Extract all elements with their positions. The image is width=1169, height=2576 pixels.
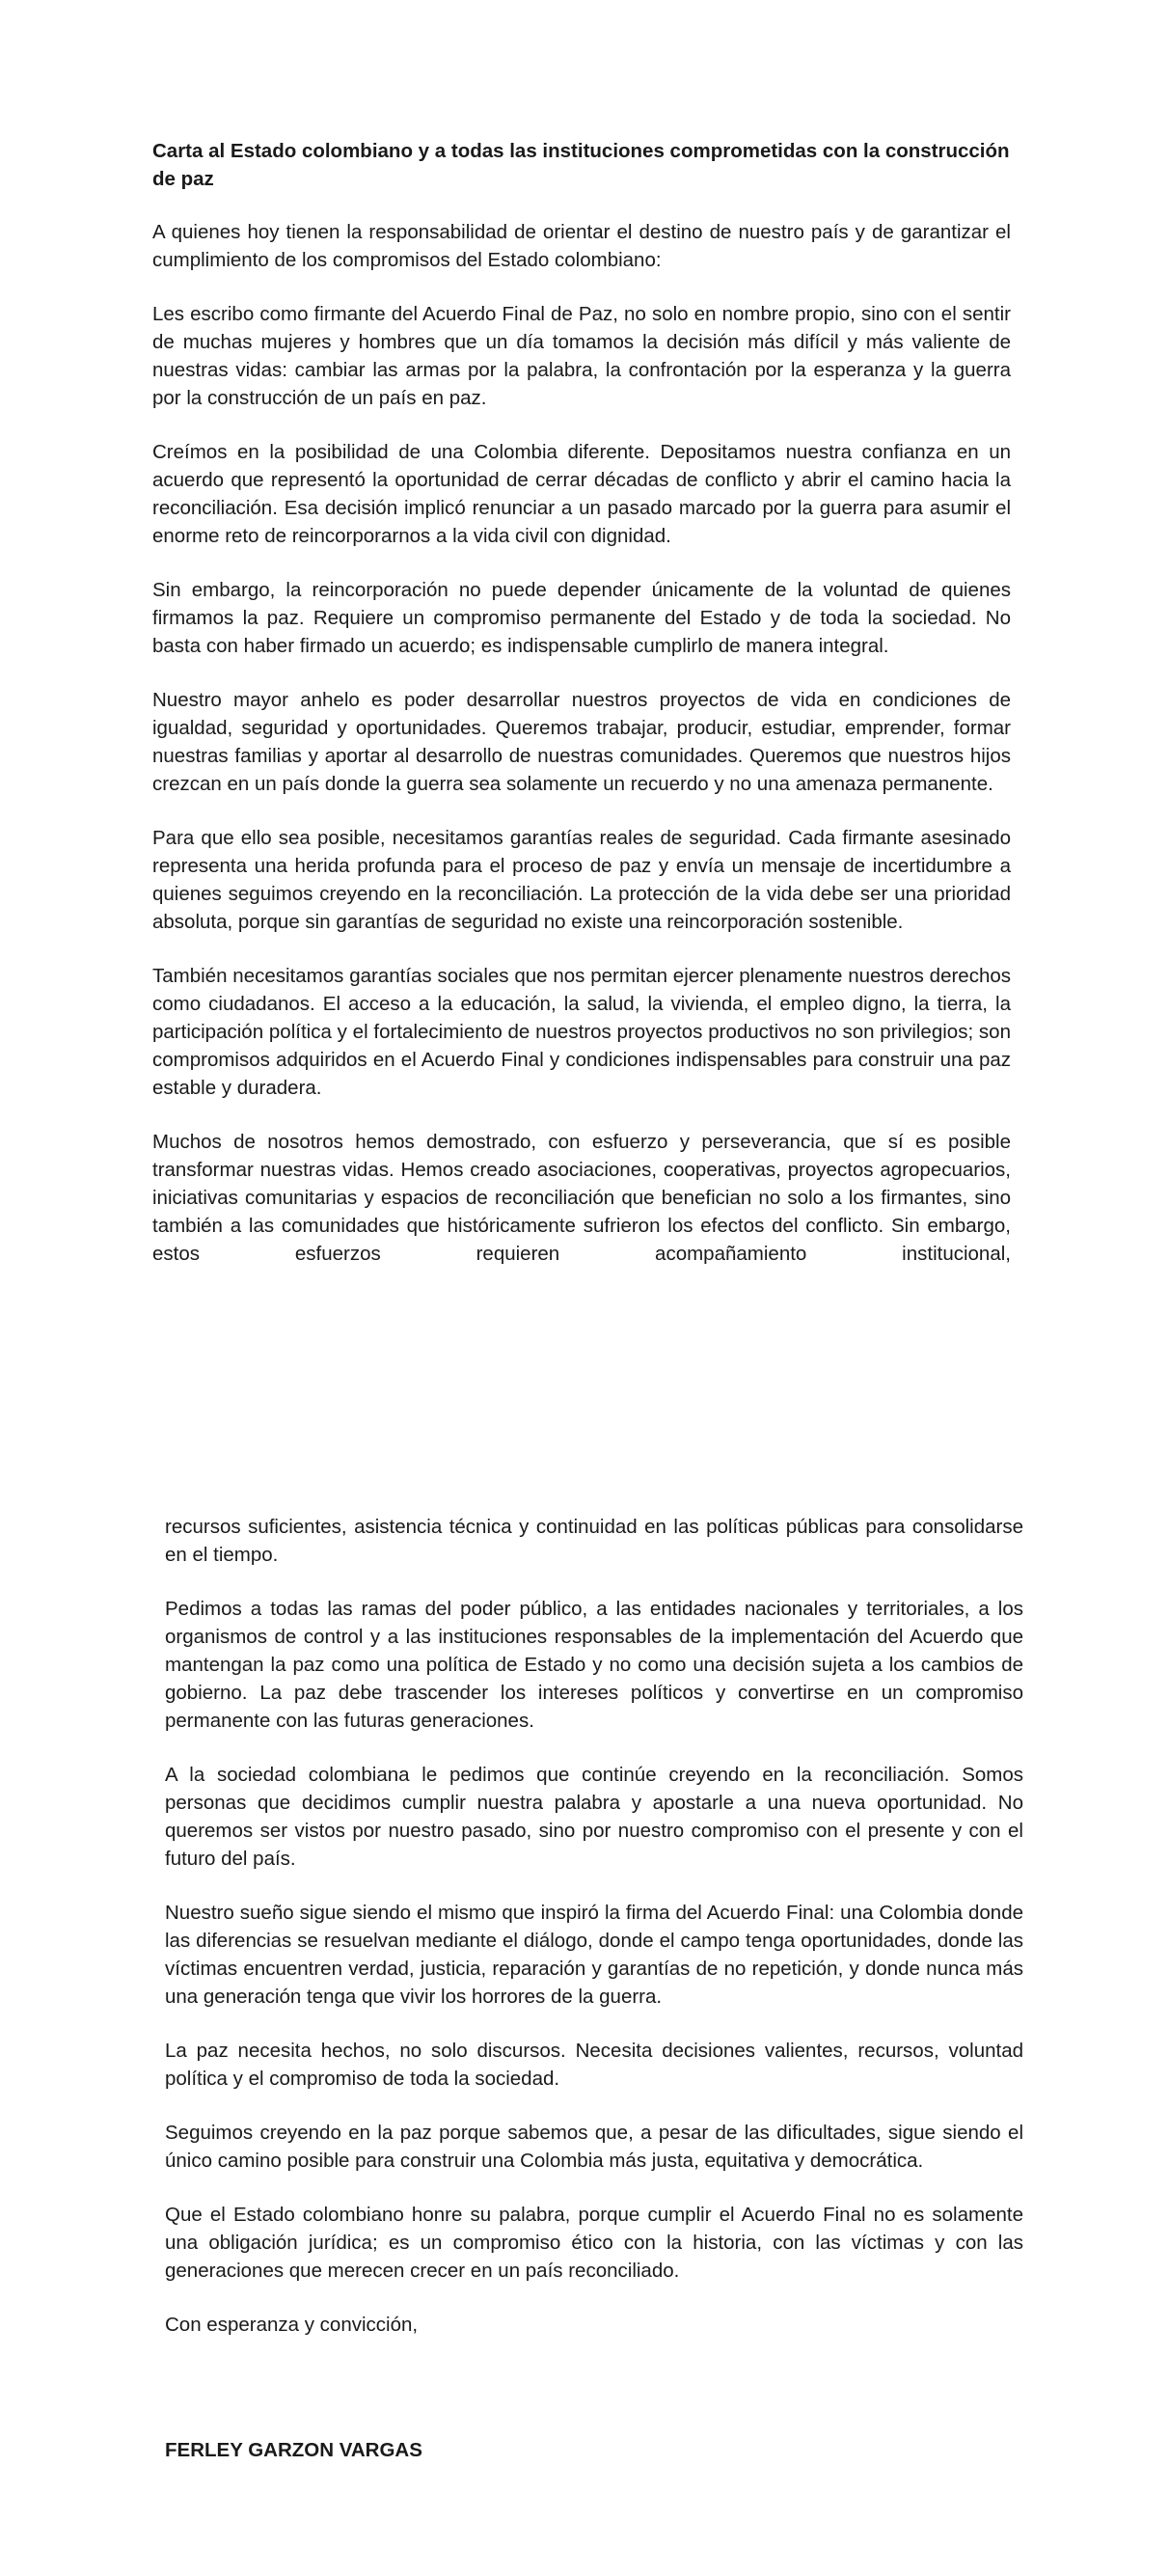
letter-paragraph: Que el Estado colombiano honre su palabra, porque cumplir el Acuerdo Final no es solamente una obligación jurídica; es un compromiso ético con la historia, con las víctimas y con las generaciones que merecen crecer en un país reconciliado.	[165, 2204, 1023, 2282]
letter-page-2	[165, 1513, 1023, 2365]
letter-paragraph: También necesitamos garantías sociales que nos permitan ejercer plenamente nuestros derechos como ciudadanos. El acceso a la educación, la salud, la vivienda, el empleo digno, la tierra, la participación política y el fortalecimiento de nuestros proyectos productivos no son privilegios; son compromisos adquiridos en el Acuerdo Final y condiciones indispensables para construir una paz estable y duradera.	[152, 965, 1011, 1099]
signature-name: FERLEY GARZON VARGAS	[165, 2439, 422, 2461]
letter-paragraph: Nuestro sueño sigue siendo el mismo que inspiró la firma del Acuerdo Final: una Colombia donde las diferencias se resuelvan mediante el diálogo, donde el campo tenga oportunidades, donde las víctimas encuentren verdad, justicia, reparación y garantías de no repetición, y donde nunca más una generación tenga que vivir los horrores de la guerra.	[165, 1902, 1023, 2008]
letter-paragraph: Para que ello sea posible, necesitamos garantías reales de seguridad. Cada firmante asesinado representa una herida profunda para el proceso de paz y envía un mensaje de incertidumbre a quienes seguimos creyendo en la reconciliación. La protección de la vida debe ser una prioridad absoluta, porque sin garantías de seguridad no existe una reincorporación sostenible.	[152, 827, 1011, 933]
letter-paragraph: Creímos en la posibilidad de una Colombia diferente. Depositamos nuestra confianza en un acuerdo que representó la oportunidad de cerrar décadas de conflicto y abrir el camino hacia la reconciliación. Esa decisión implicó renunciar a un pasado marcado por la guerra para asumir el enorme reto de reincorporarnos a la vida civil con dignidad.	[152, 441, 1011, 547]
letter-paragraph: Muchos de nosotros hemos demostrado, con esfuerzo y perseverancia, que sí es posible transformar nuestras vidas. Hemos creado asociaciones, cooperativas, proyectos agropecuarios, iniciativas comunitarias y espacios de reconciliación que benefician no solo a los firmantes, sino también a las comunidades que históricamente sufrieron los efectos del conflicto. Sin embargo, estos esfuerzos requieren acompañamiento institucional,	[152, 1131, 1011, 1265]
letter-paragraph: Nuestro mayor anhelo es poder desarrollar nuestros proyectos de vida en condiciones de igualdad, seguridad y oportunidades. Queremos trabajar, producir, estudiar, emprender, formar nuestras familias y aportar al desarrollo de nuestras comunidades. Queremos que nuestros hijos crezcan en un país donde la guerra sea solamente un recuerdo y no una amenaza permanente.	[152, 689, 1011, 795]
letter-paragraph: Seguimos creyendo en la paz porque sabemos que, a pesar de las dificultades, sigue siendo el único camino posible para construir una Colombia más justa, equitativa y democrática.	[165, 2122, 1023, 2172]
letter-page-1	[152, 137, 1011, 1268]
letter-paragraph: A quienes hoy tienen la responsabilidad de orientar el destino de nuestro país y de garantizar el cumplimiento de los compromisos del Estado colombiano:	[152, 221, 1011, 271]
letter-paragraph: A la sociedad colombiana le pedimos que continúe creyendo en la reconciliación. Somos personas que decidimos cumplir nuestra palabra y apostarle a una nueva oportunidad. No queremos ser vistos por nuestro pasado, sino por nuestro compromiso con el presente y con el futuro del país.	[165, 1764, 1023, 1870]
letter-paragraph: Les escribo como firmante del Acuerdo Final de Paz, no solo en nombre propio, sino con el sentir de muchas mujeres y hombres que un día tomamos la decisión más difícil y más valiente de nuestras vidas: cambiar las armas por la palabra, la confrontación por la esperanza y la guerra por la construcción de un país en paz.	[152, 303, 1011, 409]
letter-title: Carta al Estado colombiano y a todas las instituciones comprometidas con la construcción de paz	[152, 140, 1010, 190]
letter-paragraph: La paz necesita hechos, no solo discursos. Necesita decisiones valientes, recursos, voluntad política y el compromiso de toda la sociedad.	[165, 2040, 1023, 2090]
letter-paragraph: Sin embargo, la reincorporación no puede depender únicamente de la voluntad de quienes firmamos la paz. Requiere un compromiso permanente del Estado y de toda la sociedad. No basta con haber firmado un acuerdo; es indispensable cumplirlo de manera integral.	[152, 579, 1011, 657]
letter-paragraph: recursos suficientes, asistencia técnica y continuidad en las políticas públicas para consolidarse en el tiempo.	[165, 1516, 1023, 1566]
letter-closing: Con esperanza y convicción,	[165, 2314, 419, 2336]
letter-paragraph: Pedimos a todas las ramas del poder público, a las entidades nacionales y territoriales, a los organismos de control y a las instituciones responsables de la implementación del Acuerdo que mantengan la paz como una política de Estado y no como una decisión sujeta a los cambios de gobierno. La paz debe trascender los intereses políticos y convertirse en un compromiso permanente con las futuras generaciones.	[165, 1598, 1023, 1732]
